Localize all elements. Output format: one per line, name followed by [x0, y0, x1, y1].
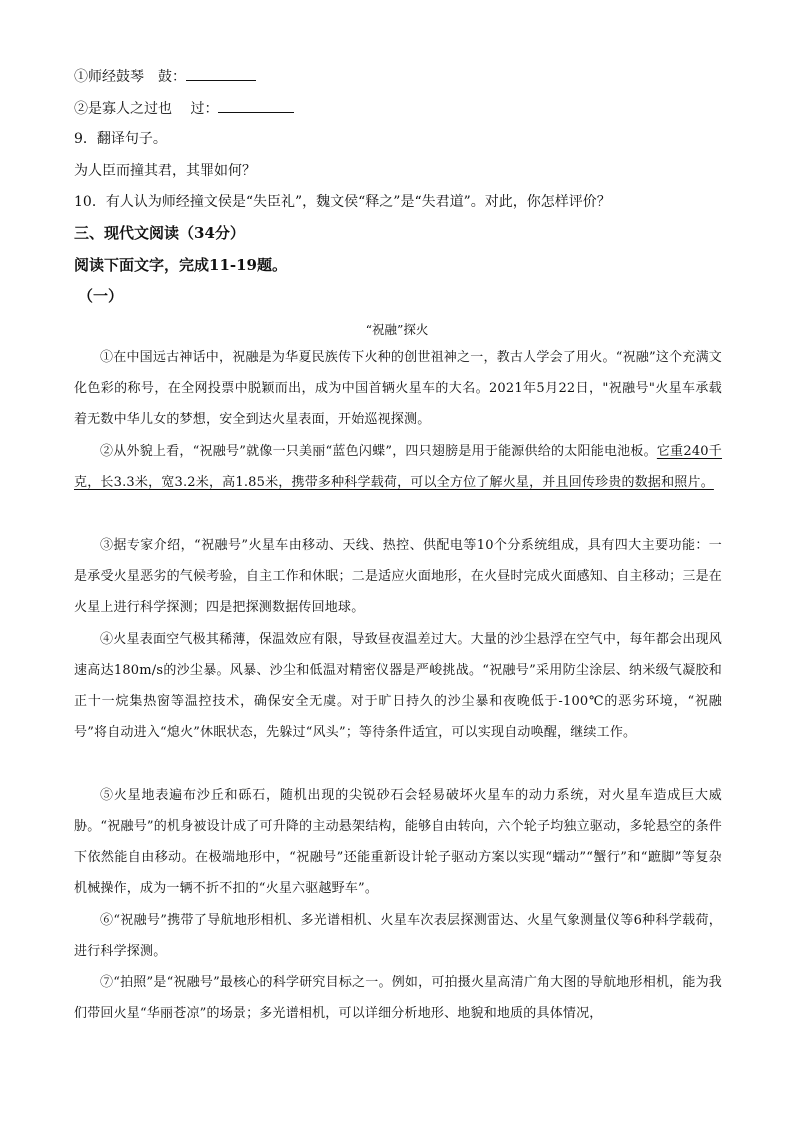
paragraph-2-underlined: 它重240千克，长3.3米，宽3.2米，高1.85米，携带多种科学载荷，可以全方位了解火星，并且回传珍贵的数据和照片。: [74, 444, 723, 490]
paragraph-3: ③据专家介绍，“祝融号”火星车由移动、天线、热控、供配电等10个分系统组成，具有四大主要功能：一是承受火星恶劣的气候考验，自主工作和休眠；二是适应火面地形，在火昼时完成火面感知、自主移动；三是在火星上进行科学探测；四是把探测数据传回地球。: [74, 538, 722, 615]
item-2-text: ②是寡人之过也 过：: [74, 101, 219, 117]
question-8-item-1: [74, 66, 256, 87]
part-one-label: （一）: [78, 287, 124, 305]
answer-blank-2[interactable]: [218, 98, 294, 113]
answer-blank-1[interactable]: [186, 66, 256, 81]
section-3-heading: 三、现代文阅读（34分）: [74, 224, 245, 242]
question-10-prompt: 10．有人认为师经撞文侯是“失臣礼”，魏文侯“释之”是“失君道”。对此，你怎样评价？: [74, 194, 611, 210]
question-9-prompt: 9．翻译句子。: [74, 131, 167, 147]
paragraph-4: ④火星表面空气极其稀薄，保温效应有限，导致昼夜温差过大。大量的沙尘悬浮在空气中，每年都会出现风速高达180m/s的沙尘暴。风暴、沙尘和低温对精密仪器是严峻挑战。“祝融号”采用防尘涂层、纳米级气凝胶和正十一烷集热窗等温控技术，确保安全无虞。对于旷日持久的沙尘暴和夜晚低于-100℃的恶劣环境，“祝融号”将自动进入“熄火”休眠状态，先躲过“风头”；等待条件适宜，可以实现自动唤醒，继续工作。: [74, 632, 722, 740]
section-3-instruction: 阅读下面文字，完成11-19题。: [74, 256, 287, 274]
paragraph-6: ⑥“祝融号”携带了导航地形相机、多光谱相机、火星车次表层探测雷达、火星气象测量仪等6种科学载荷，进行科学探测。: [74, 913, 722, 959]
item-1-text: ①师经鼓琴 鼓：: [74, 69, 186, 85]
paragraph-2-text: ②从外貌上看，“祝融号”就像一只美丽“蓝色闪蝶”，四只翅膀是用于能源供给的太阳能电池板。: [100, 444, 657, 459]
article-title: “祝融”探火: [365, 322, 429, 337]
paragraph-2: [74, 436, 722, 498]
paragraph-7: ⑦“拍照”是“祝融号”最核心的科学研究目标之一。例如，可拍摄火星高清广角大图的导航地形相机，能为我们带回火星“华丽苍凉”的场景；多光谱相机，可以详细分析地形、地貌和地质的具体情况，: [74, 975, 722, 1021]
question-9-sentence: 为人臣而撞其君，其罪如何？: [74, 163, 256, 179]
question-8-item-2: [74, 98, 294, 119]
paragraph-5: ⑤火星地表遍布沙丘和砾石，随机出现的尖锐砂石会轻易破坏火星车的动力系统，对火星车造成巨大威胁。“祝融号”的机身被设计成了可升降的主动悬架结构，能够自由转向，六个轮子均独立驱动，多轮悬空的条件下依然能自由移动。在极端地形中，“祝融号”还能重新设计轮子驱动方案以实现“蠕动”“蟹行”和“蹠脚”等复杂机械操作，成为一辆不折不扣的“火星六驱越野车”。: [74, 788, 722, 896]
paragraph-1: ①在中国远古神话中，祝融是为华夏民族传下火种的创世祖神之一，教古人学会了用火。“祝融”这个充满文化色彩的称号，在全网投票中脱颖而出，成为中国首辆火星车的大名。2021年5月22日，"祝融号"火星车承载着无数中华儿女的梦想，安全到达火星表面，开始巡视探测。: [74, 350, 722, 427]
